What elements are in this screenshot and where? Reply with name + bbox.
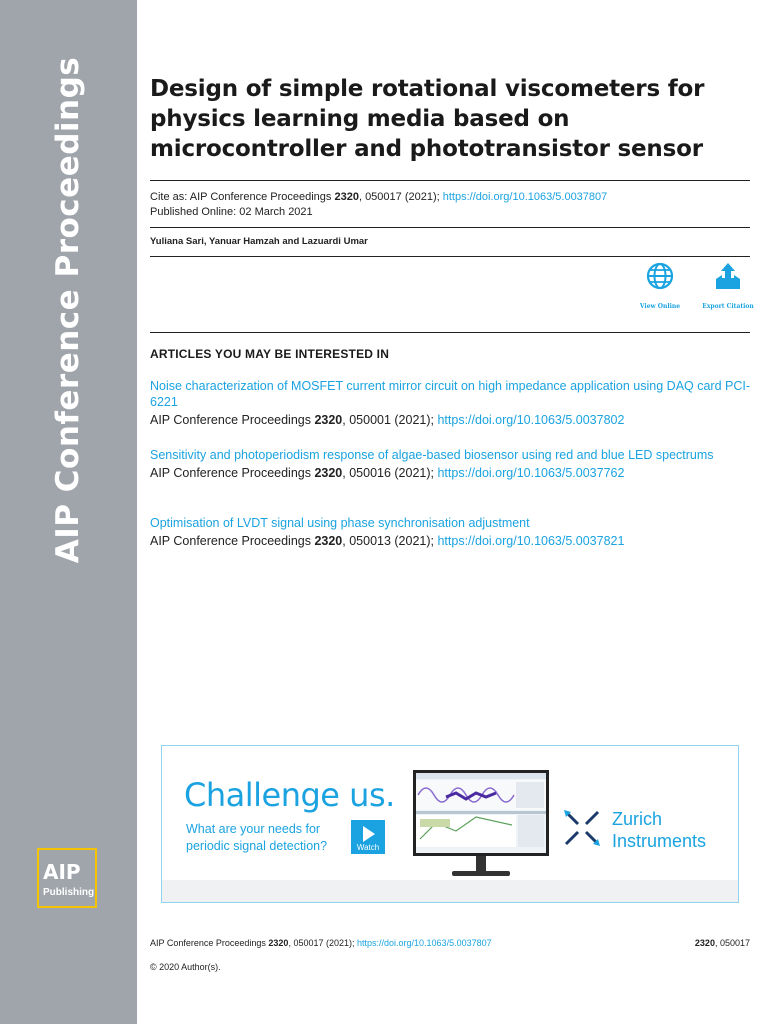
footer-volume: 2320 [268, 938, 289, 948]
export-icon [713, 262, 743, 290]
view-online-label: View Online [639, 303, 681, 310]
watch-button[interactable] [351, 820, 385, 854]
aip-publishing-logo[interactable] [37, 848, 97, 908]
monitor-stand [476, 856, 486, 872]
ref-suffix: , 050016 (2021); [342, 466, 438, 480]
software-screenshot-graphic [416, 773, 546, 853]
play-icon [363, 826, 375, 842]
watch-label: Watch [356, 843, 380, 852]
related-article-doi[interactable]: https://doi.org/10.1063/5.0037802 [437, 413, 625, 427]
footer-cite-prefix: AIP Conference Proceedings [150, 938, 269, 948]
related-article [150, 447, 750, 481]
footer-page-ref [695, 938, 750, 948]
authors: Yuliana Sari, Yanuar Hamzah and Lazuardi Umar [150, 236, 368, 247]
logo-line1: AIP [43, 860, 81, 884]
footer-page-volume: 2320 [694, 938, 715, 948]
monitor-image [413, 770, 549, 856]
related-article-title[interactable]: Optimisation of LVDT signal using phase synchronisation adjustment [150, 516, 530, 530]
ref-prefix: AIP Conference Proceedings [150, 466, 315, 480]
view-online-button[interactable] [630, 262, 690, 310]
divider [150, 180, 750, 181]
ad-bottom-strip [162, 880, 738, 902]
journal-sidebar [0, 0, 137, 1024]
footer-doi-link[interactable]: https://doi.org/10.1063/5.0037807 [357, 938, 492, 948]
divider [150, 332, 750, 333]
citation-line [150, 190, 607, 205]
related-article-title[interactable]: Noise characterization of MOSFET current mirror circuit on high impedance application using DAQ card PCI-6221 [150, 379, 751, 409]
monitor-screen [416, 773, 546, 853]
export-citation-button[interactable] [698, 262, 758, 310]
related-article-title[interactable]: Sensitivity and photoperiodism response of algae-based biosensor using red and blue LED spectrums [150, 448, 714, 462]
related-article-ref [150, 412, 750, 428]
brand-line2: Instruments [612, 831, 707, 851]
ref-prefix: AIP Conference Proceedings [150, 534, 315, 548]
copyright: © 2020 Author(s). [150, 962, 221, 972]
published-date: Published Online: 02 March 2021 [150, 206, 313, 218]
ref-volume: 2320 [314, 534, 343, 548]
related-article [150, 515, 750, 549]
globe-icon [646, 262, 674, 290]
related-articles-heading: ARTICLES YOU MAY BE INTERESTED IN [150, 347, 390, 361]
related-article-doi[interactable]: https://doi.org/10.1063/5.0037762 [437, 466, 625, 480]
brand-name [612, 808, 706, 852]
logo-line2: Publishing [43, 887, 95, 898]
ref-suffix: , 050013 (2021); [342, 534, 438, 548]
advertisement-banner[interactable] [161, 745, 739, 903]
ad-question: What are your needs for periodic signal detection? [186, 822, 328, 853]
related-article [150, 378, 750, 428]
series-title: AIP Conference Proceedings [50, 56, 86, 564]
ref-suffix: , 050001 (2021); [342, 413, 438, 427]
export-citation-label: Export Citation [702, 303, 754, 310]
ad-headline: Challenge us. [184, 776, 395, 814]
brand-line1: Zurich [612, 809, 663, 829]
paper-title: Design of simple rotational viscometers for physics learning media based on microcontroller and phototransistor sensor [150, 76, 705, 162]
footer-page-article: , 050017 [714, 938, 750, 948]
ref-volume: 2320 [314, 466, 343, 480]
cite-volume: 2320 [334, 191, 359, 203]
cite-prefix: Cite as: AIP Conference Proceedings [150, 191, 335, 203]
footer-cite-suffix: , 050017 (2021); [288, 938, 357, 948]
monitor-base [452, 871, 510, 876]
divider [150, 227, 750, 228]
ref-volume: 2320 [314, 413, 343, 427]
paper-doi-link[interactable]: https://doi.org/10.1063/5.0037807 [442, 191, 608, 203]
cite-suffix: , 050017 (2021); [358, 191, 443, 203]
ref-prefix: AIP Conference Proceedings [150, 413, 315, 427]
zurich-instruments-logo-icon [562, 808, 602, 848]
page-footer [150, 938, 750, 948]
related-article-ref [150, 533, 750, 549]
related-article-ref [150, 465, 750, 481]
related-article-doi[interactable]: https://doi.org/10.1063/5.0037821 [437, 534, 625, 548]
divider [150, 256, 750, 257]
